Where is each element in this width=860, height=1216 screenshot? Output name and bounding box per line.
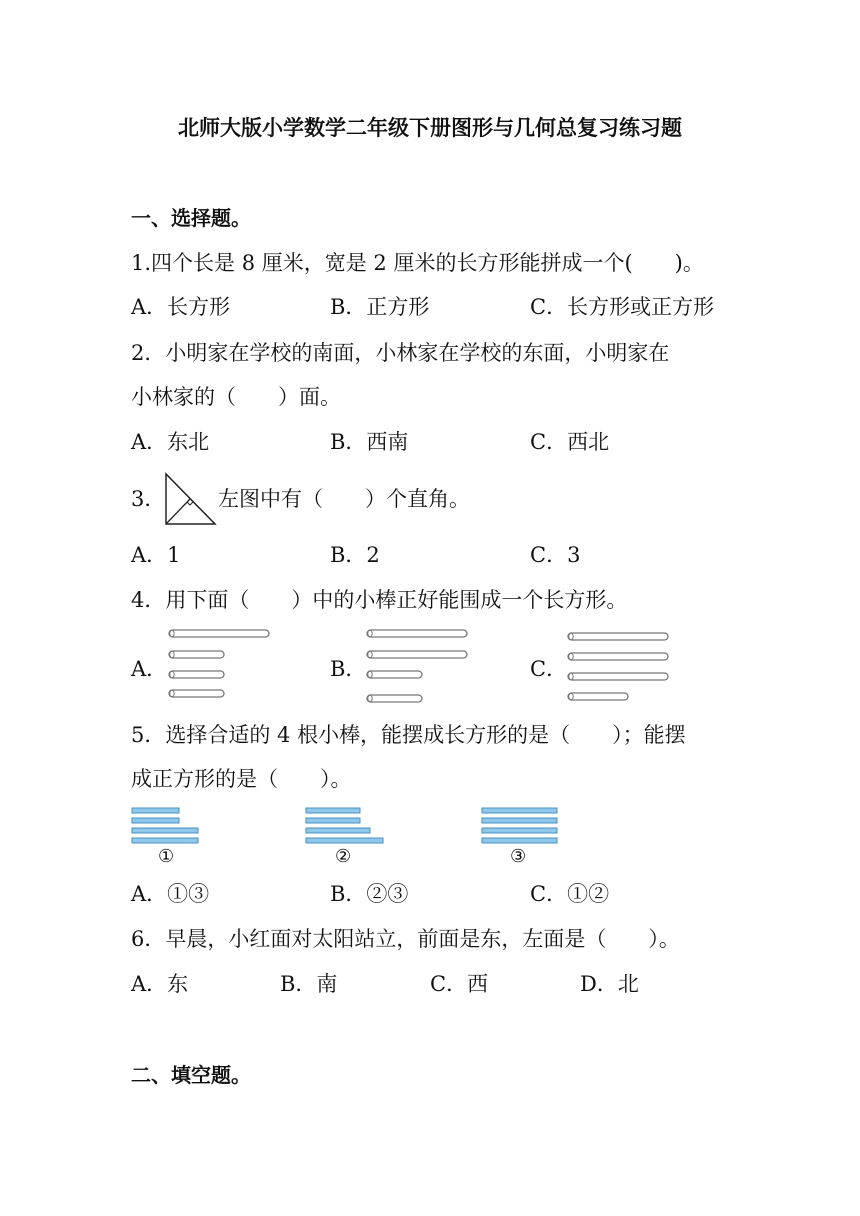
- document-title: 北师大版小学数学二年级下册图形与几何总复习练习题: [178, 116, 682, 140]
- question-2-stem-line1: 2．小明家在学校的南面，小林家在学校的东面，小明家在: [131, 341, 670, 365]
- stick-bundle-b-icon: [364, 627, 474, 707]
- stick-bundle-a-icon: [166, 627, 276, 703]
- stick-bundle-c-icon: [565, 630, 675, 706]
- figure-label-3: ③: [510, 846, 527, 867]
- question-6-option-d[interactable]: D．北: [580, 972, 639, 996]
- question-5-option-b[interactable]: B．②③: [330, 882, 409, 906]
- question-2-stem-line2: 小林家的（ ）面。: [131, 385, 341, 409]
- question-2-option-b[interactable]: B．西南: [330, 430, 409, 454]
- question-5-stem-line2: 成正方形的是（ ）。: [131, 767, 352, 791]
- blue-stick-bundle-3-icon: [481, 806, 561, 846]
- figure-label-1: ①: [158, 846, 175, 867]
- question-1-option-b[interactable]: B．正方形: [330, 295, 430, 319]
- blue-stick-bundle-1-icon: [131, 806, 201, 846]
- question-5-option-c[interactable]: C．①②: [530, 882, 610, 906]
- question-6-option-a[interactable]: A．东: [131, 972, 189, 996]
- question-2-option-c[interactable]: C．西北: [530, 430, 610, 454]
- question-1-option-c[interactable]: C．长方形或正方形: [530, 295, 715, 319]
- question-1-option-a[interactable]: A．长方形: [131, 295, 231, 319]
- question-4-stem: 4．用下面（ ）中的小棒正好能围成一个长方形。: [131, 588, 628, 612]
- section-heading-fill: 二、填空题。: [131, 1063, 251, 1087]
- question-4-option-a-label[interactable]: A．: [131, 657, 168, 681]
- triangle-figure-icon: [162, 472, 218, 526]
- question-3-option-c[interactable]: C．3: [530, 543, 581, 567]
- question-3-option-a[interactable]: A．1: [131, 543, 181, 567]
- question-3-number: 3．: [131, 487, 166, 511]
- section-heading-choice: 一、选择题。: [131, 206, 251, 230]
- question-1-stem: 1.四个长是 8 厘米，宽是 2 厘米的长方形能拼成一个( )。: [131, 251, 704, 275]
- question-2-option-a[interactable]: A．东北: [131, 430, 210, 454]
- blue-stick-bundle-2-icon: [305, 806, 385, 846]
- question-6-option-b[interactable]: B．南: [280, 972, 338, 996]
- question-4-option-c-label[interactable]: C．: [530, 657, 568, 681]
- question-6-stem: 6．早晨，小红面对太阳站立，前面是东，左面是（ ）。: [131, 927, 680, 951]
- question-4-option-b-label[interactable]: B．: [330, 657, 367, 681]
- question-5-stem-line1: 5．选择合适的 4 根小棒，能摆成长方形的是（ ）；能摆: [131, 723, 686, 747]
- question-6-option-c[interactable]: C．西: [430, 972, 489, 996]
- question-3-option-b[interactable]: B．2: [330, 543, 380, 567]
- question-3-stem: 左图中有（ ）个直角。: [218, 487, 470, 511]
- figure-label-2: ②: [335, 846, 352, 867]
- question-5-option-a[interactable]: A．①③: [131, 882, 210, 906]
